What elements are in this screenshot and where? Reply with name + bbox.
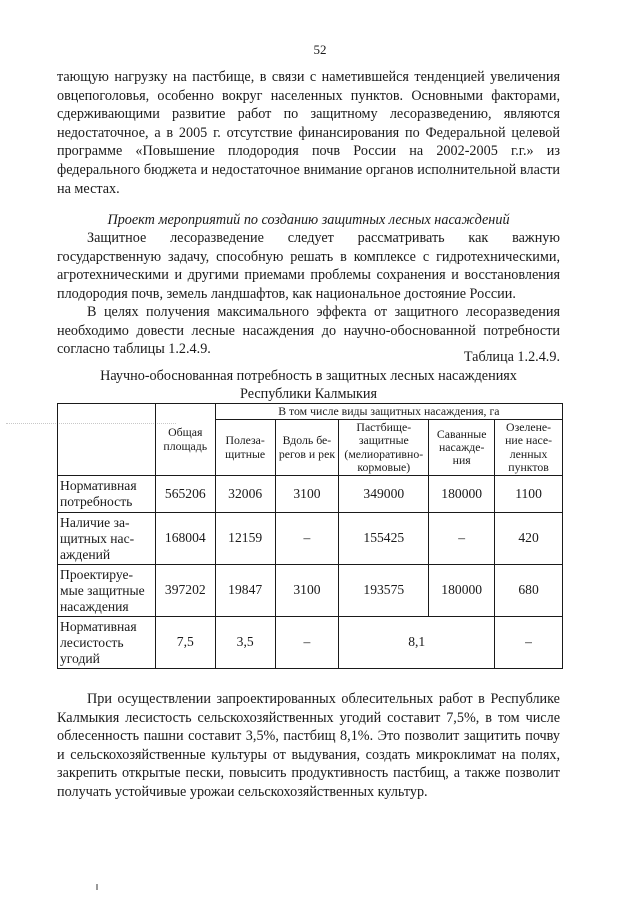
cell-total: 397202 (155, 565, 215, 617)
cell-total: 565206 (155, 476, 215, 513)
cell-settlement: 1100 (495, 476, 563, 513)
header-group: В том числе виды защитных насаждения, га (215, 404, 562, 420)
header-empty-cell (58, 404, 156, 476)
row-name: Проектируе-мые защитные насаждения (58, 565, 156, 617)
header-field: Полеза-щитные (215, 420, 275, 476)
cell-field: 19847 (215, 565, 275, 617)
header-savanna: Саванные насажде-ния (429, 420, 495, 476)
cell-field: 3,5 (215, 617, 275, 669)
cell-river: – (275, 513, 339, 565)
intro-paragraph: тающую нагрузку на пастбище, в связи с наметившейся тенденцией увеличения овцепоголовья, особенно вокруг населенных пунктов. Основными факторами, сдерживающими развитие работ по защитному лесоразведению, являются недостаточное, а в 2005 г. отсутствие финансирования по Федеральной целевой программе «Повышение плодородия почв России на 2002-2005 г.г.» из федерального бюджета и недостаточное внимание органов исполнительной власти на местах. (57, 69, 560, 197)
cell-total: 7,5 (155, 617, 215, 669)
cell-field: 32006 (215, 476, 275, 513)
paragraph-1: Защитное лесоразведение следует рассматривать как важную государственную задачу, способную решать в комплексе с гидротехническими, агротехническими и другими приемами проблемы сохранения и восстановления плодородия почв, земель ландшафтов, как национальное достояние России. (57, 230, 560, 302)
cell-savanna: 180000 (429, 565, 495, 617)
table-row (58, 513, 563, 565)
page-number: 52 (313, 42, 327, 57)
cell-settlement: – (495, 617, 563, 669)
cell-savanna: – (429, 513, 495, 565)
table-label: Таблица 1.2.4.9. (463, 349, 560, 365)
header-pasture: Пастбище-защитные (мелиоративно-кормовые) (339, 420, 429, 476)
cell-river: 3100 (275, 476, 339, 513)
needs-table (57, 403, 563, 669)
cell-pasture: 193575 (339, 565, 429, 617)
row-name: Наличие за-щитных нас-аждений (58, 513, 156, 565)
table-row (58, 617, 563, 669)
cell-pasture: 349000 (339, 476, 429, 513)
cell-savanna: 180000 (429, 476, 495, 513)
table-row (58, 476, 563, 513)
table-row (58, 565, 563, 617)
margin-mark (96, 884, 98, 890)
row-name: Нормативная потребность (58, 476, 156, 513)
paragraph-2: В целях получения максимального эффекта от защитного лесоразведения необходимо довести лесные насаждения до научно-обоснованной потребности согласно таблицы 1.2.4.9. (57, 304, 560, 358)
cell-river: – (275, 617, 339, 669)
cell-field: 12159 (215, 513, 275, 565)
table-header-row-1 (58, 404, 563, 420)
closing-paragraph: При осуществлении запроектированных облесительных работ в Республике Калмыкия лесистость сельскохозяйственных угодий составит 7,5%, в том числе облесенность пашни составит 3,5%, пастбищ 8,1%. Это позволит защитить почву и сельскохозяйственные культуры от выдувания, создать микроклимат на полях, закрепить открытые пески, повысить продуктивность пастбищ, а также позволит получать устойчивые урожаи сельскохозяйственных культур. (57, 691, 560, 800)
header-total: Общая площадь (155, 404, 215, 476)
table-caption-line-1: Научно-обоснованная потребность в защитных лесных насаждениях (100, 368, 517, 384)
cell-river: 3100 (275, 565, 339, 617)
section-title: Проект мероприятий по созданию защитных лесных насаждений (107, 212, 510, 228)
cell-settlement: 420 (495, 513, 563, 565)
header-settlement: Озелене-ние насе-ленных пунктов (495, 420, 563, 476)
cell-total: 168004 (155, 513, 215, 565)
table-caption-line-2: Республики Калмыкия (239, 386, 378, 402)
cell-settlement: 680 (495, 565, 563, 617)
cell-pasture-savanna: 8,1 (339, 617, 495, 669)
header-river: Вдоль бе-регов и рек (275, 420, 339, 476)
row-name: Нормативная лесистость угодий (58, 617, 156, 669)
table-caption (57, 367, 560, 403)
cell-pasture: 155425 (339, 513, 429, 565)
